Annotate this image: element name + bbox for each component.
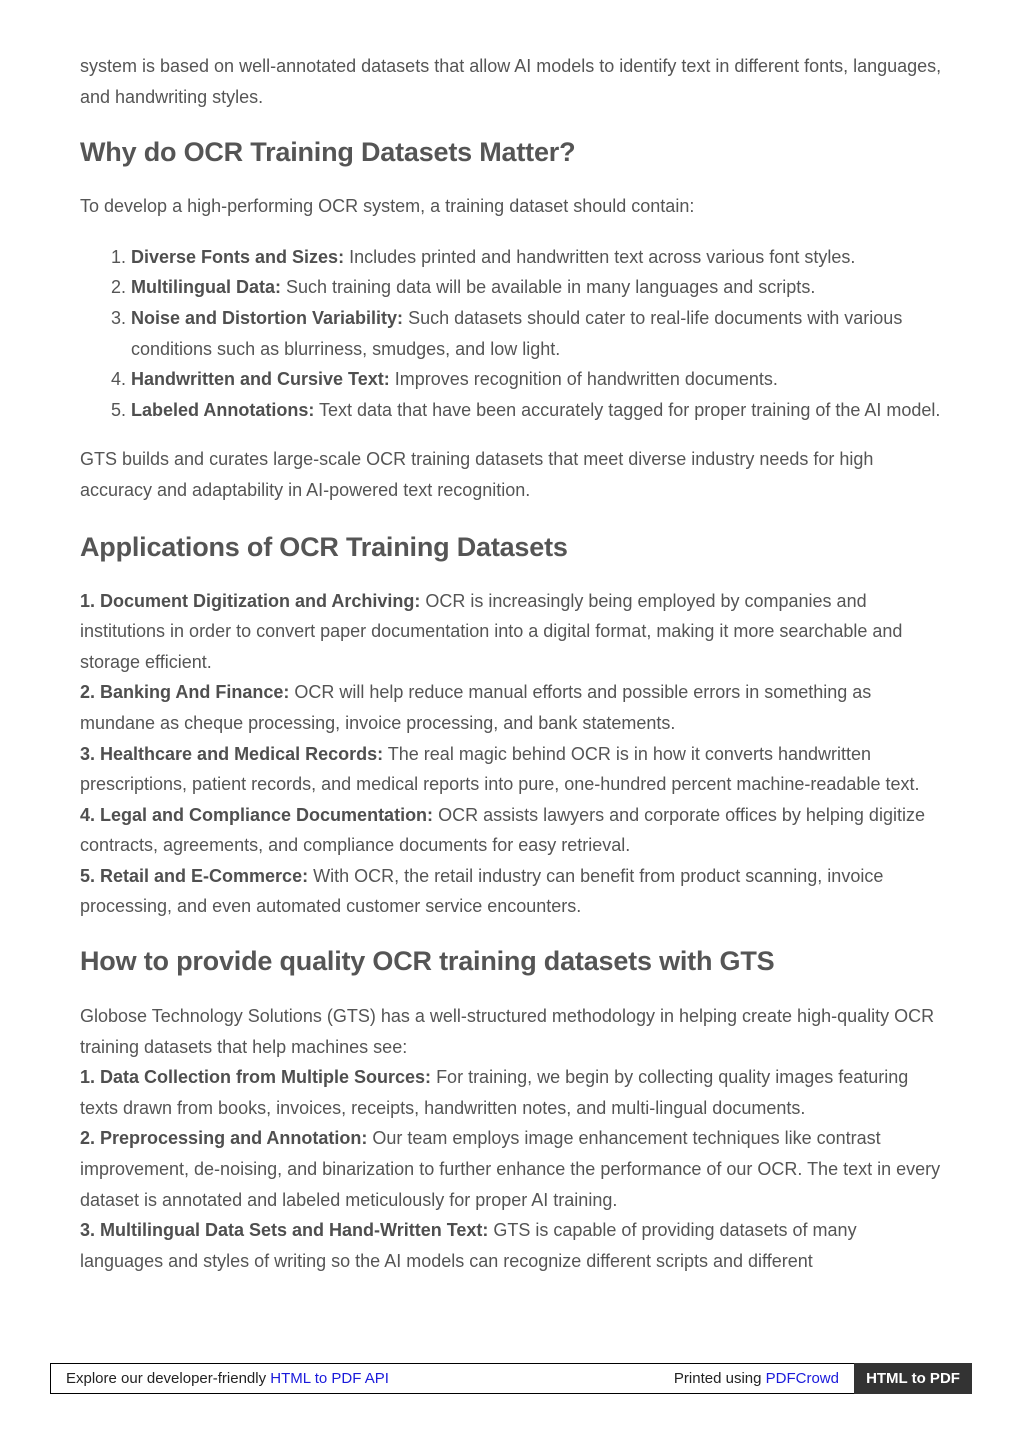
- why-closing-paragraph: GTS builds and curates large-scale OCR training datasets that meet diverse industry needs for high accuracy and adaptability in AI-powered text recognition.: [80, 449, 874, 500]
- how-intro-paragraph: Globose Technology Solutions (GTS) has a well-structured methodology in helping create high-quality OCR training datasets that help machines see:: [80, 1006, 935, 1057]
- pdfcrowd-link[interactable]: PDFCrowd: [765, 1370, 839, 1387]
- how-step-item: 1. Data Collection from Multiple Sources: For training, we begin by collecting quality images featuring texts drawn from books, invoices, receipts, handwritten notes, and multi-lingual documents.: [80, 1067, 909, 1118]
- how-section-body: [80, 1001, 942, 1276]
- how-step-item: 3. Multilingual Data Sets and Hand-Written Text: GTS is capable of providing datasets of many languages and styles of writing so the AI models can recognize different scripts and different: [80, 1220, 857, 1271]
- html-to-pdf-api-link[interactable]: HTML to PDF API: [270, 1370, 389, 1387]
- list-item: 3. Noise and Distortion Variability: Such datasets should cater to real-life documents with various conditions such as blurriness, smudges, and low light.: [131, 303, 942, 364]
- application-item: 4. Legal and Compliance Documentation: OCR assists lawyers and corporate offices by helping digitize contracts, agreements, and compliance documents for easy retrieval.: [80, 804, 925, 856]
- section-heading-why: Why do OCR Training Datasets Matter?: [80, 137, 576, 168]
- how-step-item: 2. Preprocessing and Annotation: Our team employs image enhancement techniques like contrast improvement, de-noising, and binarization to further enhance the performance of our OCR. The text in every dataset is annotated and labeled meticulously for proper AI training.: [80, 1128, 941, 1210]
- pdfcrowd-footer-bar: [50, 1363, 972, 1394]
- applications-list: [80, 586, 942, 923]
- application-item: 5. Retail and E-Commerce: With OCR, the retail industry can benefit from product scanning, invoice processing, and even automated customer service encounters.: [80, 865, 884, 917]
- dataset-requirements-list: [80, 242, 942, 426]
- list-item: 4. Handwritten and Cursive Text: Improves recognition of handwritten documents.: [131, 364, 942, 395]
- intro-paragraph: system is based on well-annotated datasets that allow AI models to identify text in different fonts, languages, and handwriting styles.: [80, 56, 942, 107]
- section-heading-applications: Applications of OCR Training Datasets: [80, 531, 568, 562]
- application-item: 1. Document Digitization and Archiving: OCR is increasingly being employed by companies and institutions in order to convert paper documentation into a digital format, making it more searchable and storage efficient.: [80, 590, 903, 672]
- why-lead-paragraph: To develop a high-performing OCR system, a training dataset should contain:: [80, 196, 695, 217]
- document-page: [80, 48, 942, 1276]
- footer-right-text: Printed using PDFCrowd: [673, 1370, 839, 1387]
- list-item: 1. Diverse Fonts and Sizes: Includes printed and handwritten text across various font styles.: [131, 242, 942, 273]
- list-item: 5. Labeled Annotations: Text data that have been accurately tagged for proper training of the AI model.: [131, 395, 942, 426]
- application-item: 2. Banking And Finance: OCR will help reduce manual efforts and possible errors in something as mundane as cheque processing, invoice processing, and bank statements.: [80, 682, 872, 733]
- html-to-pdf-badge-button[interactable]: HTML to PDF: [854, 1363, 972, 1394]
- list-item: 2. Multilingual Data: Such training data will be available in many languages and scripts.: [131, 272, 942, 303]
- application-item: 3. Healthcare and Medical Records: The real magic behind OCR is in how it converts handwritten prescriptions, patient records, and medical reports into pure, one-hundred percent machine-readable text.: [80, 743, 920, 795]
- footer-left-text: Explore our developer-friendly HTML to PDF API: [66, 1370, 389, 1387]
- section-heading-how: How to provide quality OCR training datasets with GTS: [80, 946, 775, 977]
